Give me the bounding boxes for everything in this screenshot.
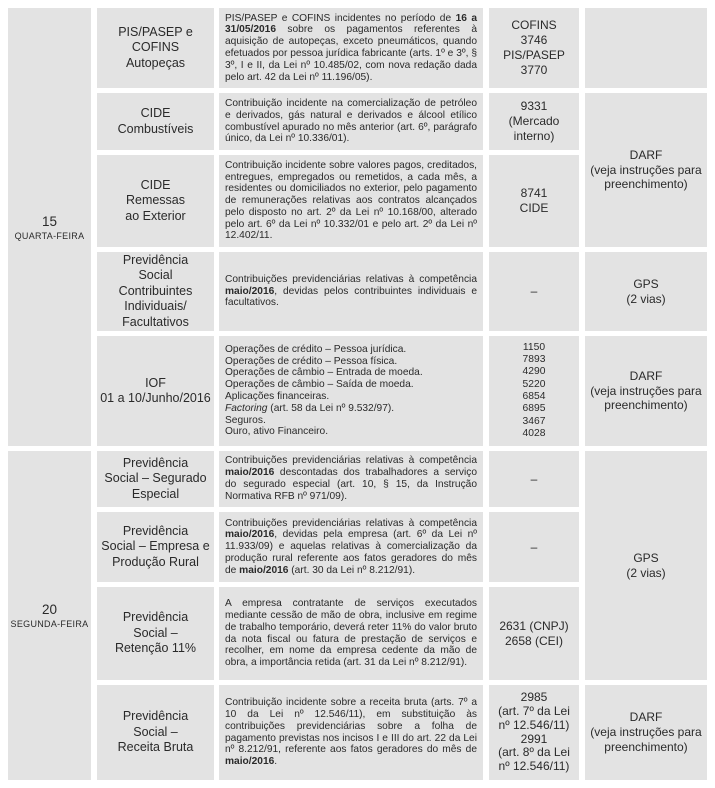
tax-name-line: Individuais/: [124, 299, 187, 314]
tax-name-line: Previdência: [122, 610, 189, 625]
code-cell: [489, 512, 579, 582]
tax-name-cell: [97, 685, 214, 780]
tax-name-line: COFINS: [131, 40, 180, 55]
tax-name-line: Receita Bruta: [117, 740, 194, 755]
document-cell-darf: [585, 93, 707, 247]
tax-name-line: Social – Empresa e: [101, 539, 210, 554]
revenue-code: –: [530, 539, 538, 554]
tax-name-line: Produção Rural: [112, 554, 199, 569]
tax-name-line: PIS/PASEP e: [118, 24, 193, 39]
description-line: Operações de câmbio – Saída de moeda.: [225, 379, 414, 391]
revenue-code: 2658 (CEI): [504, 633, 564, 648]
tax-name-line: Social: [138, 268, 173, 283]
tax-name-cell: [97, 155, 214, 247]
description-cell: [219, 8, 483, 88]
description-cell: [219, 587, 483, 680]
tax-name-line: Remessas: [125, 193, 186, 208]
document-line: (2 vias): [626, 565, 666, 580]
revenue-code: 6895: [522, 403, 546, 415]
code-cell: [489, 685, 579, 780]
document-cell-gps: [585, 252, 707, 331]
code-cell: [489, 93, 579, 150]
tax-name-line: Social – Segurado: [104, 471, 207, 486]
document-line: (veja instruções para: [590, 383, 702, 398]
code-cell: [489, 336, 579, 446]
description-text: Contribuições previdenciárias relativas à competência maio/2016, devidas pela empresa (art. 6º da Lei nº 11.933/09) e aquelas relativas à comercialização da produção rural referente aos fatos geradores do mês de maio/2016 (art. 30 da Lei nº 8.212/91).: [225, 517, 477, 576]
revenue-code: (art. 7º da Lei: [498, 703, 570, 718]
tax-name-line: ao Exterior: [125, 208, 186, 223]
description-text: PIS/PASEP e COFINS incidentes no período de 16 a 31/05/2016 sobre os pagamentos referentes à aquisição de autopeças, exceto pneumáticos, quando efetuados por pessoa jurídica fabricante (arts. 1º e 3º, § 3º, I e II, da Lei nº 10.485/02, com nova redação dada pelo art. 42 da Lei nº 11.196/05).: [225, 12, 478, 83]
revenue-code: 7893: [522, 354, 546, 366]
description-line: Operações de crédito – Pessoa jurídica.: [225, 343, 407, 355]
revenue-code: 1150: [522, 341, 546, 353]
description-line: Operações de câmbio – Entrada de moeda.: [225, 367, 423, 379]
description-cell: [219, 93, 483, 150]
tax-name-cell: [97, 252, 214, 331]
description-cell: [219, 451, 483, 507]
document-line: preenchimento): [604, 177, 688, 192]
document-line: DARF: [629, 368, 663, 383]
document-cell-darf: [585, 336, 707, 446]
tax-name-cell: [97, 336, 214, 446]
description-text: Contribuições previdenciárias relativas à competência maio/2016, devidas pelos contribuintes individuais e facultativos.: [225, 273, 477, 309]
revenue-code: COFINS: [511, 18, 557, 33]
description-text: Contribuição incidente sobre a receita bruta (arts. 7º a 10 da Lei nº 12.546/11), em substituição às contribuições previdenciárias sobre a folha de pagamento previstas nos incisos I e III do art. 22 da Lei nº 8.212/91, referente aos fatos geradores do mês de maio/2016.: [225, 697, 477, 768]
empty-document-cell: [585, 8, 707, 88]
revenue-code: (Mercado: [508, 114, 560, 129]
document-line: DARF: [629, 147, 663, 162]
tax-name-line: Facultativos: [122, 314, 189, 329]
revenue-code: PIS/PASEP: [503, 48, 565, 62]
revenue-code: 4290: [522, 366, 546, 378]
tax-name-cell: [97, 587, 214, 680]
revenue-code: 3467: [522, 415, 546, 427]
revenue-code: CIDE: [519, 201, 549, 215]
revenue-code: 2991: [520, 731, 548, 746]
code-cell: [489, 252, 579, 331]
tax-name-cell: [97, 451, 214, 507]
revenue-code: 3770: [520, 62, 548, 77]
tax-name-line: Previdência: [122, 252, 189, 267]
tax-name-cell: [97, 512, 214, 582]
tax-name-line: IOF: [145, 375, 166, 390]
day-weekday: QUARTA-FEIRA: [14, 230, 85, 241]
tax-name-line: Social –: [133, 724, 178, 739]
day-weekday: SEGUNDA-FEIRA: [10, 619, 89, 629]
revenue-code: 6854: [522, 391, 546, 402]
document-line: preenchimento): [604, 398, 688, 413]
revenue-code: interno): [513, 128, 555, 143]
description-line: Factoring (art. 58 da Lei nº 9.532/97).: [225, 402, 395, 414]
description-cell: [219, 252, 483, 331]
description-text: Contribuição incidente sobre valores pagos, creditados, entregues, empregados ou remetidos, a cada mês, a residentes ou domiciliados no exterior, pelo pagamento de remunerações relativas aos contratos alcançados pelo disposto no art. 2º da Lei nº 10.168/00, alterado pelo art. 6º da Lei nº 10.332/01 e pelo art. 2º da Lei nº 12.402/11.: [225, 159, 477, 242]
description-line: Ouro, ativo Financeiro.: [225, 426, 329, 438]
document-line: (veja instruções para: [590, 725, 702, 740]
document-line: DARF: [629, 710, 663, 725]
description-cell: [219, 512, 483, 582]
tax-name-line: Previdência: [122, 523, 189, 538]
document-line: preenchimento): [604, 739, 688, 754]
day-cell-15: [8, 8, 91, 446]
description-cell: [219, 336, 483, 446]
tax-name-cell: [97, 8, 214, 88]
revenue-code: –: [530, 284, 538, 299]
revenue-code: (art. 8º da Lei: [498, 745, 570, 760]
description-text: Contribuição incidente na comercialização de petróleo e derivados, gás natural e derivados e álcool etílico combustível apurado no mês anterior (art. 6º, parágrafo único, da Lei nº 10.336/01).: [225, 97, 477, 145]
description-cell: [219, 685, 483, 780]
tax-name-line: CIDE: [140, 177, 171, 192]
revenue-code: nº 12.546/11): [498, 717, 570, 732]
tax-name-line: Combustíveis: [117, 121, 194, 136]
revenue-code: –: [530, 471, 538, 486]
tax-name-line: Retenção 11%: [114, 641, 197, 656]
tax-name-cell: [97, 93, 214, 150]
revenue-code: 9331: [520, 99, 548, 114]
day-number: 20: [41, 602, 58, 617]
revenue-code: 4028: [522, 427, 546, 439]
tax-name-line: Previdência: [122, 455, 189, 470]
document-line: GPS: [633, 550, 659, 565]
revenue-code: 8741: [520, 186, 548, 201]
code-cell: [489, 451, 579, 507]
tax-name-line: Autopeças: [125, 55, 186, 70]
tax-name-line: Previdência: [122, 709, 189, 724]
tax-name-line: 01 a 10/Junho/2016: [100, 391, 211, 405]
revenue-code: 2631 (CNPJ): [499, 618, 569, 633]
document-cell-gps: [585, 451, 707, 680]
tax-name-line: CIDE: [140, 106, 171, 120]
description-text: Contribuições previdenciárias relativas à competência maio/2016 descontadas dos trabalhadores a serviço do segurado especial (art. 10, § 15, da Instrução Normativa RFB nº 971/09).: [225, 455, 477, 502]
document-line: (2 vias): [626, 291, 666, 306]
description-text: A empresa contratante de serviços executados mediante cessão de mão de obra, inclusive em regime de trabalho temporário, deverá reter 11% do valor bruto da nota fiscal ou fatura de prestação de serviços e recolher, em nome da empresa cedente da mão de obra, a importância retida (art. 31 da Lei nº 8.212/91).: [225, 598, 477, 669]
code-cell: [489, 587, 579, 680]
day-number: 15: [41, 213, 58, 229]
description-line: Operações de crédito – Pessoa física.: [225, 355, 398, 367]
code-cell: [489, 155, 579, 247]
revenue-code: 5220: [522, 378, 546, 390]
description-line: Seguros.: [225, 414, 266, 426]
revenue-code: 3746: [520, 33, 548, 48]
tax-name-line: Social –: [133, 625, 178, 640]
document-line: (veja instruções para: [590, 162, 702, 177]
revenue-code: nº 12.546/11): [498, 759, 570, 774]
description-line: Aplicações financeiras.: [225, 391, 330, 402]
tax-name-line: Especial: [131, 486, 180, 501]
day-cell-20: [8, 451, 91, 780]
document-line: GPS: [633, 276, 659, 291]
document-cell-darf: [585, 685, 707, 780]
revenue-code: 2985: [520, 690, 548, 705]
description-cell: [219, 155, 483, 247]
code-cell: [489, 8, 579, 88]
tax-name-line: Contribuintes: [118, 283, 193, 298]
